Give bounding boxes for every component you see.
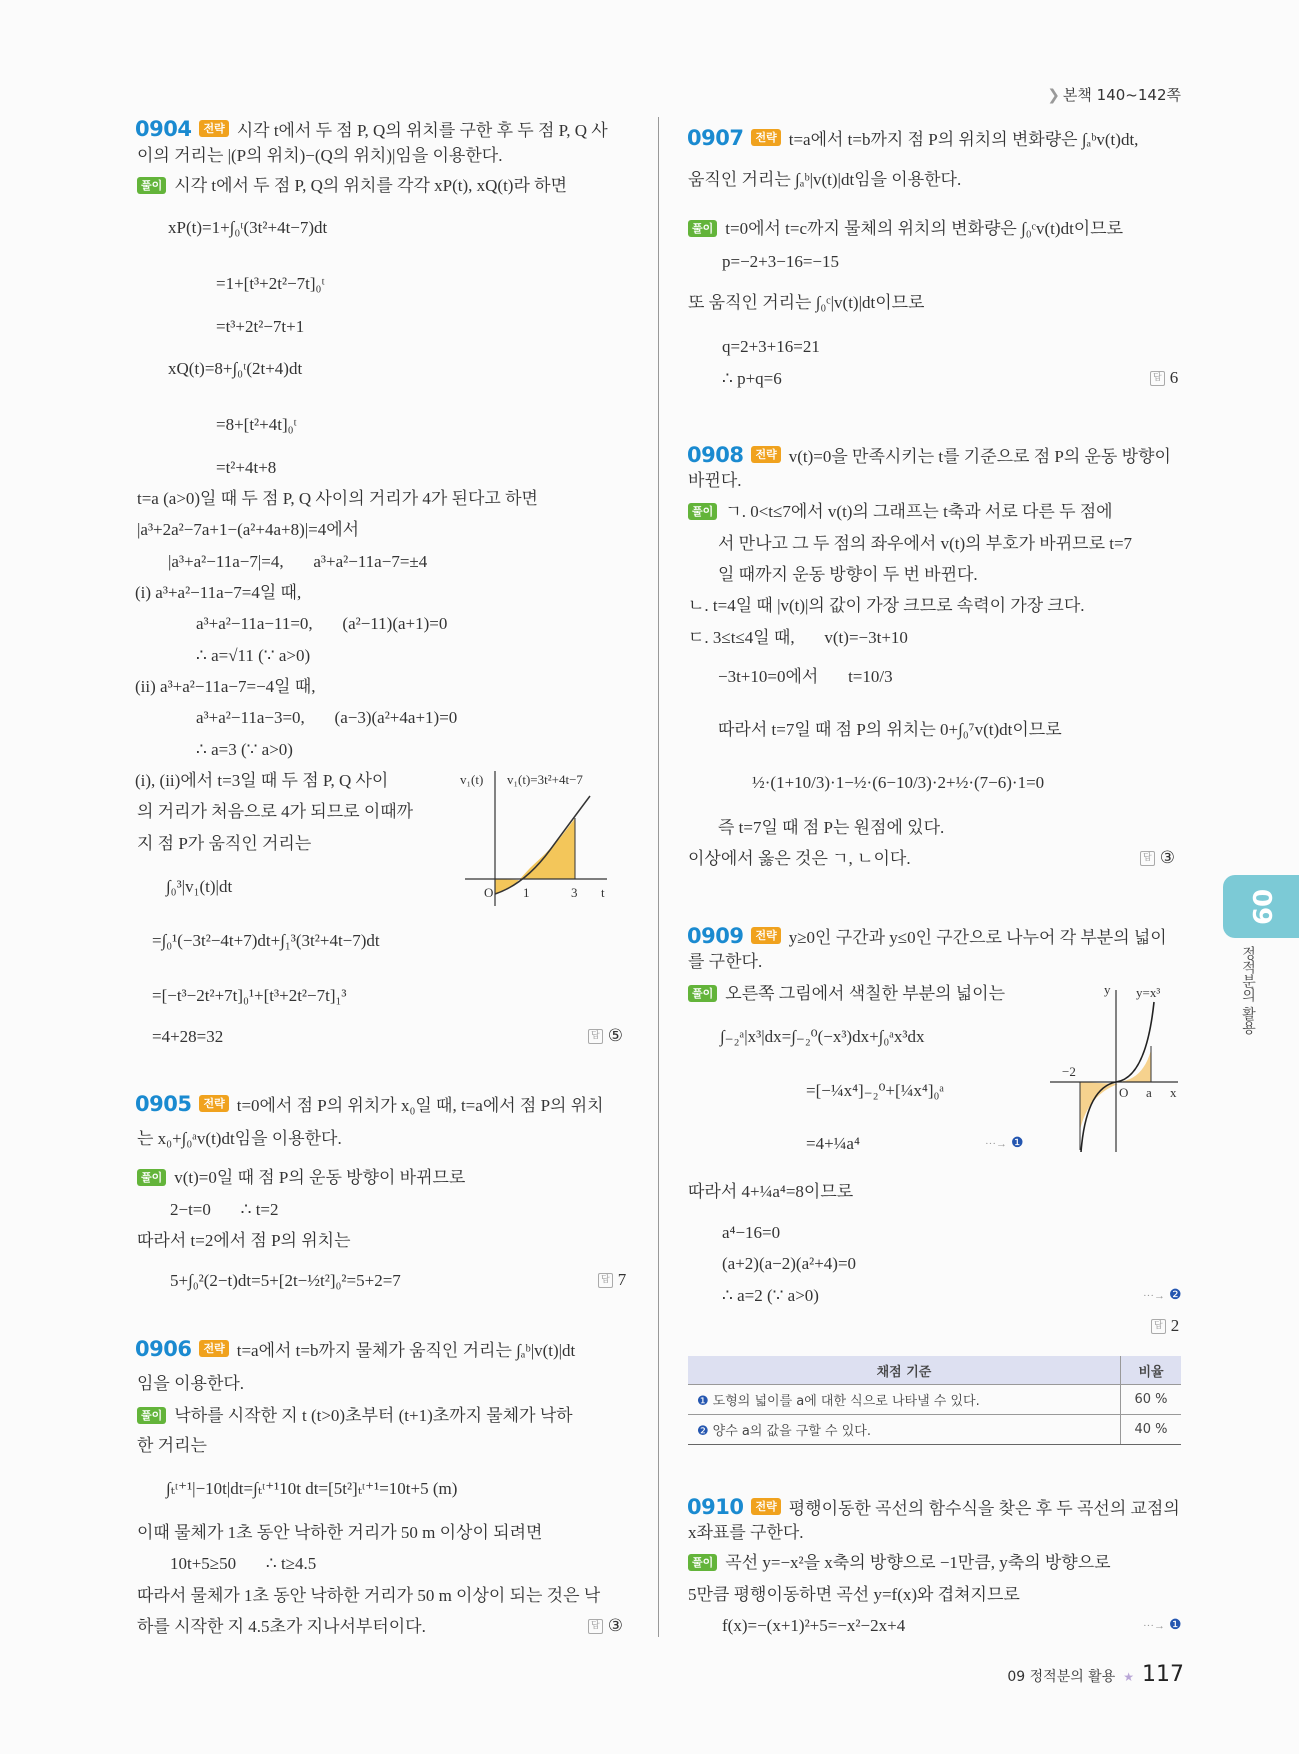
table-header-row xyxy=(688,1356,1181,1385)
equation: (a+2)(a−2)(a²+4)=0 xyxy=(722,1254,857,1273)
step-marker-2 xyxy=(1143,1287,1182,1304)
answer-icon: 답 xyxy=(588,1029,603,1044)
shaded-area xyxy=(495,879,519,894)
column-divider xyxy=(658,117,659,1637)
tick-label: 1 xyxy=(523,885,530,900)
equation: =t²+4t+8 xyxy=(216,458,277,477)
solution-line xyxy=(688,218,1123,240)
cubic-graph xyxy=(1048,980,1188,1160)
strategy-badge: 전략 xyxy=(199,1095,228,1112)
step-marker-1 xyxy=(1143,1617,1182,1634)
equation: 10t+5≥50 ∴ t≥4.5 xyxy=(170,1554,317,1573)
column-header: 채점 기준 xyxy=(688,1356,1121,1385)
x-axis-label: t xyxy=(601,885,605,900)
solution-text: 서 만나고 그 두 점의 좌우에서 v(t)의 부호가 바뀌므로 t=7 xyxy=(718,534,1133,553)
x-axis-label: x xyxy=(1170,1085,1177,1100)
page-reference xyxy=(1047,84,1181,105)
tick-label: 3 xyxy=(571,885,578,900)
solution-text: t=a (a>0)일 때 두 점 P, Q 사이의 거리가 4가 된다고 하면 xyxy=(137,489,538,508)
equation: ∫ₜᵗ⁺¹|−10t|dt=∫ₜᵗ⁺¹10t dt=[5t²]ₜᵗ⁺¹=10t+5 (m) xyxy=(166,1479,458,1498)
velocity-graph xyxy=(455,766,635,911)
answer-value: 6 xyxy=(1169,368,1179,387)
problem-number: 0909 xyxy=(687,923,744,948)
strategy-text: 임을 이용한다. xyxy=(137,1374,245,1393)
equation: ∴ a=√11 (∵ a>0) xyxy=(196,646,311,665)
column-header: 비율 xyxy=(1121,1356,1182,1385)
equation: xP(t)=1+∫₀ᵗ(3t²+4t−7)dt xyxy=(168,218,328,237)
problem-0904-header xyxy=(135,116,608,141)
footer-chapter: 09 정적분의 활용 xyxy=(1007,1669,1116,1685)
chevron-right-icon: ❯ xyxy=(1047,86,1060,104)
shaded-area xyxy=(1118,1050,1151,1082)
chapter-tab-number: 09 xyxy=(1246,888,1276,925)
problem-number: 0905 xyxy=(135,1091,192,1116)
curve-label: v₁(t)=3t²+4t−7 xyxy=(507,772,583,787)
equation: |a³+a²−11a−7|=4, a³+a²−11a−7=±4 xyxy=(168,552,428,571)
problem-0907-header xyxy=(687,125,1138,150)
solution-text: 5만큼 평행이동하면 곡선 y=f(x)와 겹쳐지므로 xyxy=(688,1585,1020,1604)
strategy-badge: 전략 xyxy=(751,129,780,146)
equation: f(x)=−(x+1)²+5=−x²−2x+4 xyxy=(722,1616,906,1635)
tick-label: a xyxy=(1146,1085,1152,1100)
problem-number: 0907 xyxy=(687,125,744,150)
solution-line xyxy=(688,501,1113,523)
equation: =∫₀¹(−3t²−4t+7)dt+∫₁³(3t²+4t−7)dt xyxy=(152,931,380,950)
strategy-text: x좌표를 구한다. xyxy=(688,1523,804,1542)
equation: a³+a²−11a−11=0, (a²−11)(a+1)=0 xyxy=(196,614,448,633)
arrow-icon: ···→ xyxy=(985,1137,1007,1150)
page-number: 117 xyxy=(1142,1662,1184,1687)
equation: xQ(t)=8+∫₀ᵗ(2t+4)dt xyxy=(168,359,303,378)
page-reference-label: 본책 140~142쪽 xyxy=(1062,86,1181,104)
strategy-text: t=a에서 t=b까지 물체가 움직인 거리는 ∫ₐᵇ|v(t)|dt xyxy=(236,1341,576,1360)
step-number: ❷ xyxy=(697,1424,709,1439)
answer-value: 7 xyxy=(617,1270,627,1289)
strategy-text: v(t)=0을 만족시키는 t를 기준으로 점 P의 운동 방향이 xyxy=(788,447,1171,466)
strategy-text: 움직인 거리는 ∫ₐᵇ|v(t)|dt임을 이용한다. xyxy=(688,170,962,189)
strategy-text: 는 x₀+∫₀ᵃv(t)dt임을 이용한다. xyxy=(137,1129,342,1148)
solution-badge: 풀이 xyxy=(137,1169,166,1186)
equation: =1+[t³+2t²−7t]₀ᵗ xyxy=(216,274,325,293)
problem-number: 0904 xyxy=(135,116,192,141)
solution-line xyxy=(137,175,567,197)
solution-text: 낙하를 시작한 지 t (t>0)초부터 (t+1)초까지 물체가 낙하 xyxy=(174,1406,573,1425)
equation: 5+∫₀²(2−t)dt=5+[2t−½t²]₀²=5+2=7 xyxy=(170,1271,401,1290)
arrow-icon: ···→ xyxy=(1143,1619,1165,1632)
solution-line xyxy=(688,983,1005,1005)
answer xyxy=(1140,848,1175,868)
equation: ∴ p+q=6 xyxy=(722,369,782,388)
solution-line xyxy=(137,1167,465,1189)
equation: ∴ a=3 (∵ a>0) xyxy=(196,740,293,759)
strategy-badge: 전략 xyxy=(199,1340,228,1357)
strategy-text: t=a에서 t=b까지 점 P의 위치의 변화량은 ∫ₐᵇv(t)dt, xyxy=(788,130,1139,149)
solution-text: v(t)=0일 때 점 P의 운동 방향이 바뀌므로 xyxy=(174,1168,466,1187)
solution-text: 곡선 y=−x²을 x축의 방향으로 −1만큼, y축의 방향으로 xyxy=(725,1553,1111,1572)
arrow-icon: ···→ xyxy=(1143,1289,1165,1302)
problem-0905-header xyxy=(135,1091,604,1116)
solution-text: 이상에서 옳은 것은 ㄱ, ㄴ이다. xyxy=(688,849,911,868)
chapter-tab[interactable] xyxy=(1223,875,1299,938)
solution-text: t=0에서 t=c까지 물체의 위치의 변화량은 ∫₀ᶜv(t)dt이므로 xyxy=(725,219,1124,238)
solution-line xyxy=(137,1405,573,1427)
y-axis-label: y xyxy=(1104,982,1111,997)
solution-text: ㄴ. t=4일 때 |v(t)|의 값이 가장 크므로 속력이 가장 크다. xyxy=(688,596,1085,615)
criterion-text: 양수 a의 값을 구할 수 있다. xyxy=(712,1424,871,1439)
equation: ½·(1+10/3)·1−½·(6−10/3)·2+½·(7−6)·1=0 xyxy=(752,773,1045,792)
solution-badge: 풀이 xyxy=(688,220,717,237)
grading-criteria-table xyxy=(688,1356,1181,1445)
equation: =[−t³−2t²+7t]₀¹+[t³+2t²−7t]₁³ xyxy=(152,986,347,1005)
strategy-badge: 전략 xyxy=(751,1498,780,1515)
strategy-text: t=0에서 점 P의 위치가 x₀일 때, t=a에서 점 P의 위치 xyxy=(236,1096,604,1115)
page-footer xyxy=(1007,1662,1184,1687)
solution-text: 따라서 t=7일 때 점 P의 위치는 0+∫₀⁷v(t)dt이므로 xyxy=(718,720,1062,739)
criterion-text: 도형의 넓이를 a에 대한 식으로 나타낼 수 있다. xyxy=(712,1394,980,1409)
problem-0910-header xyxy=(687,1494,1180,1519)
solution-text: 즉 t=7일 때 점 P는 원점에 있다. xyxy=(718,818,945,837)
step-number: ❶ xyxy=(1169,1618,1182,1633)
solution-text: 따라서 4+¼a⁴=8이므로 xyxy=(688,1182,854,1201)
equation: =t³+2t²−7t+1 xyxy=(216,317,305,336)
equation: a³+a²−11a−3=0, (a−3)(a²+4a+1)=0 xyxy=(196,708,458,727)
criterion-cell xyxy=(688,1415,1121,1445)
answer-value: ③ xyxy=(607,1616,623,1635)
case-heading: (ii) a³+a²−11a−7=−4일 때, xyxy=(135,677,316,696)
chapter-tab-title: 정적분의 활용 xyxy=(1240,946,1256,1035)
solution-text: 또 움직인 거리는 ∫₀ᶜ|v(t)|dt이므로 xyxy=(688,293,925,312)
solution-text: 따라서 t=2에서 점 P의 위치는 xyxy=(137,1231,351,1250)
strategy-text: y≥0인 구간과 y≤0인 구간으로 나누어 각 부분의 넓이 xyxy=(788,928,1167,947)
answer xyxy=(1150,368,1178,388)
answer-icon: 답 xyxy=(1151,1319,1166,1334)
answer xyxy=(598,1270,626,1290)
answer-value: ⑤ xyxy=(607,1026,623,1045)
problem-0906-header xyxy=(135,1336,575,1361)
strategy-text: 시각 t에서 두 점 P, Q의 위치를 구한 후 두 점 P, Q 사 xyxy=(236,121,608,140)
table-row xyxy=(688,1385,1181,1415)
answer xyxy=(588,1026,623,1046)
solution-text: ㄱ. 0<t≤7에서 v(t)의 그래프는 t축과 서로 다른 두 점에 xyxy=(725,502,1113,521)
equation: |a³+2a²−7a+1−(a²+4a+8)|=4에서 xyxy=(137,520,360,539)
solution-badge: 풀이 xyxy=(137,1407,166,1424)
step-number: ❶ xyxy=(697,1394,709,1409)
answer xyxy=(588,1616,623,1636)
step-marker-1 xyxy=(985,1135,1024,1152)
solution-line xyxy=(688,1552,1111,1574)
problem-number: 0910 xyxy=(687,1494,744,1519)
solution-text: 오른쪽 그림에서 색칠한 부분의 넓이는 xyxy=(725,984,1006,1003)
step-number: ❷ xyxy=(1169,1288,1182,1303)
solution-text: 일 때까지 운동 방향이 두 번 바뀐다. xyxy=(718,565,978,584)
solution-text: (i), (ii)에서 t=3일 때 두 점 P, Q 사이 xyxy=(135,771,389,790)
solution-text: 한 거리는 xyxy=(137,1436,207,1455)
equation: ∴ a=2 (∵ a>0) xyxy=(722,1286,819,1305)
strategy-text: 바뀐다. xyxy=(688,471,742,490)
answer-icon: 답 xyxy=(1140,851,1155,866)
equation: =4+¼a⁴ xyxy=(806,1134,860,1153)
strategy-badge: 전략 xyxy=(751,446,780,463)
solution-text: 지 점 P가 움직인 거리는 xyxy=(137,834,312,853)
strategy-text: 를 구한다. xyxy=(688,952,763,971)
answer-icon: 답 xyxy=(588,1619,603,1634)
strategy-badge: 전략 xyxy=(199,120,228,137)
equation: ∫₋₂ᵃ|x³|dx=∫₋₂⁰(−x³)dx+∫₀ᵃx³dx xyxy=(720,1027,925,1046)
solution-text: 의 거리가 처음으로 4가 되므로 이때까 xyxy=(137,802,414,821)
equation: =8+[t²+4t]₀ᵗ xyxy=(216,415,297,434)
solution-badge: 풀이 xyxy=(688,503,717,520)
solution-badge: 풀이 xyxy=(688,985,717,1002)
y-axis-label: v₁(t) xyxy=(460,772,484,787)
equation: a⁴−16=0 xyxy=(722,1223,781,1242)
problem-number: 0906 xyxy=(135,1336,192,1361)
strategy-text: 이의 거리는 |(P의 위치)−(Q의 위치)|임을 이용한다. xyxy=(137,146,503,165)
ratio-cell: 40 % xyxy=(1121,1415,1182,1445)
answer-value: 2 xyxy=(1170,1316,1180,1335)
answer xyxy=(1151,1316,1179,1336)
problem-0908-header xyxy=(687,442,1171,467)
strategy-text: 평행이동한 곡선의 함수식을 찾은 후 두 곡선의 교점의 xyxy=(788,1499,1180,1518)
equation: q=2+3+16=21 xyxy=(722,337,820,356)
answer-icon: 답 xyxy=(1150,371,1165,386)
step-number: ❶ xyxy=(1011,1136,1024,1151)
solution-text: 따라서 물체가 1초 동안 낙하한 거리가 50 m 이상이 되는 것은 낙 xyxy=(137,1586,601,1605)
table-row xyxy=(688,1415,1181,1445)
equation: =[−¼x⁴]₋₂⁰+[¼x⁴]₀ᵃ xyxy=(806,1081,945,1100)
curve-label: y=x³ xyxy=(1136,985,1161,1000)
equation: −3t+10=0에서 t=10/3 xyxy=(718,667,893,686)
answer-value: ③ xyxy=(1159,848,1175,867)
star-icon: ★ xyxy=(1123,1670,1134,1684)
origin-label: O xyxy=(1119,1085,1129,1100)
origin-label: O xyxy=(484,885,494,900)
problem-number: 0908 xyxy=(687,442,744,467)
case-heading: (i) a³+a²−11a−7=4일 때, xyxy=(135,583,302,602)
solution-text: 시각 t에서 두 점 P, Q의 위치를 각각 xP(t), xQ(t)라 하면 xyxy=(174,176,567,195)
solution-text: ㄷ. 3≤t≤4일 때, v(t)=−3t+10 xyxy=(688,628,908,647)
equation: =4+28=32 xyxy=(152,1027,224,1046)
answer-icon: 답 xyxy=(598,1273,613,1288)
solution-badge: 풀이 xyxy=(688,1554,717,1571)
equation: 2−t=0 ∴ t=2 xyxy=(170,1200,279,1219)
tick-label: −2 xyxy=(1062,1064,1076,1079)
solution-badge: 풀이 xyxy=(137,177,166,194)
equation: ∫₀³|v₁(t)|dt xyxy=(166,877,233,896)
solution-text: 이때 물체가 1초 동안 낙하한 거리가 50 m 이상이 되려면 xyxy=(137,1523,543,1542)
ratio-cell: 60 % xyxy=(1121,1385,1182,1415)
criterion-cell xyxy=(688,1385,1121,1415)
solution-text: 하를 시작한 지 4.5초가 지나서부터이다. xyxy=(137,1617,426,1636)
strategy-badge: 전략 xyxy=(751,927,780,944)
equation: p=−2+3−16=−15 xyxy=(722,252,840,271)
problem-0909-header xyxy=(687,923,1167,948)
